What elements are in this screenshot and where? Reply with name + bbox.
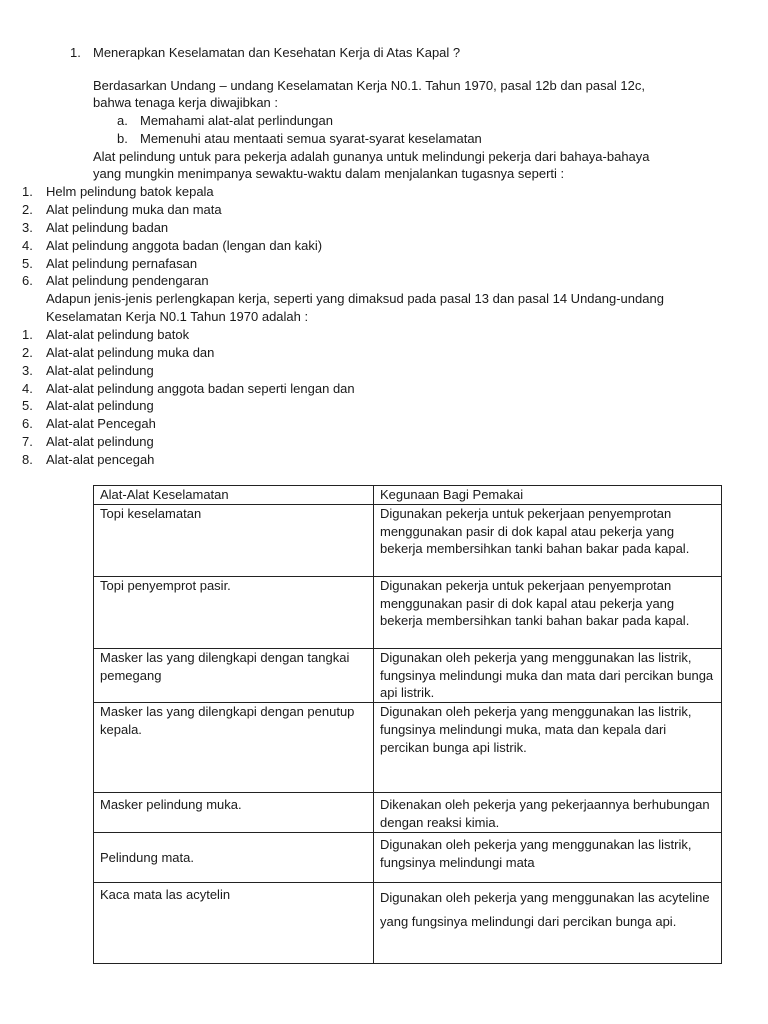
- usage-cell: Digunakan pekerja untuk pekerjaan penyemprotan menggunakan pasir di dok kapal atau pekerja yang bekerja membersihkan tanki bahan bakar pada kapal.: [374, 576, 722, 648]
- sub-item-marker: a.: [117, 113, 128, 128]
- list-item-number: 7.: [22, 434, 33, 449]
- usage-cell: Digunakan oleh pekerja yang menggunakan las acyteline yang fungsinya melindungi dari percikan bunga api.: [374, 883, 722, 964]
- table-row: [94, 833, 722, 883]
- table-row: [94, 576, 722, 648]
- list-item-number: 4.: [22, 381, 33, 396]
- equipment-cell: Masker pelindung muka.: [94, 793, 374, 833]
- list-item: Alat-alat pelindung batok: [46, 327, 190, 342]
- list-item-number: 4.: [22, 238, 33, 253]
- table-row: [94, 793, 722, 833]
- paragraph-line-1: Alat pelindung untuk para pekerja adalah gunanya untuk melindungi pekerja dari bahaya-bahaya: [93, 149, 650, 164]
- list-item: Alat-alat pelindung: [46, 434, 154, 449]
- paragraph-line-2: yang mungkin menimpanya sewaktu-waktu dalam menjalankan tugasnya seperti :: [93, 166, 565, 181]
- list-item-number: 1.: [22, 327, 33, 342]
- list-item: Alat pelindung badan: [46, 220, 169, 235]
- header-equipment: Alat-Alat Keselamatan: [94, 486, 374, 505]
- equipment-cell: Topi penyemprot pasir.: [94, 576, 374, 648]
- usage-cell: Dikenakan oleh pekerja yang pekerjaannya berhubungan dengan reaksi kimia.: [374, 793, 722, 833]
- table-row: [94, 703, 722, 793]
- sub-item-text: Memahami alat-alat perlindungan: [140, 113, 333, 128]
- list-item-number: 6.: [22, 273, 33, 288]
- usage-cell: Digunakan oleh pekerja yang menggunakan las listrik, fungsinya melindungi muka dan mata dari percikan bunga api listrik.: [374, 648, 722, 702]
- list-item: Alat pelindung muka dan mata: [46, 202, 222, 217]
- middle-line-1: Adapun jenis-jenis perlengkapan kerja, seperti yang dimaksud pada pasal 13 dan pasal 14 Undang-undang: [46, 291, 664, 306]
- table-row: [94, 504, 722, 576]
- list-item: Alat-alat pelindung: [46, 398, 154, 413]
- list-item-number: 3.: [22, 220, 33, 235]
- list-item-number: 2.: [22, 345, 33, 360]
- heading-title: Menerapkan Keselamatan dan Kesehatan Kerja di Atas Kapal ?: [93, 45, 461, 60]
- safety-equipment-table: [93, 485, 722, 964]
- intro-line-1: Berdasarkan Undang – undang Keselamatan Kerja N0.1. Tahun 1970, pasal 12b dan pasal 12c,: [93, 78, 645, 93]
- list-item: Alat-alat pelindung muka dan: [46, 345, 215, 360]
- equipment-cell: Masker las yang dilengkapi dengan tangkai pemegang: [94, 648, 374, 702]
- list-item: Alat-alat Pencegah: [46, 416, 156, 431]
- table-row: [94, 648, 722, 702]
- middle-line-2: Keselamatan Kerja N0.1 Tahun 1970 adalah :: [46, 309, 309, 324]
- list-item: Alat pelindung pernafasan: [46, 256, 198, 271]
- equipment-cell: Topi keselamatan: [94, 504, 374, 576]
- list-item-number: 6.: [22, 416, 33, 431]
- equipment-cell: Kaca mata las acytelin: [94, 883, 374, 964]
- list-item: Alat pelindung pendengaran: [46, 273, 209, 288]
- intro-line-2: bahwa tenaga kerja diwajibkan :: [93, 95, 279, 110]
- usage-cell: Digunakan pekerja untuk pekerjaan penyemprotan menggunakan pasir di dok kapal atau pekerja yang bekerja membersihkan tanki bahan bakar pada kapal.: [374, 504, 722, 576]
- list-item-number: 5.: [22, 398, 33, 413]
- list-item: Alat-alat pencegah: [46, 452, 155, 467]
- list-item-number: 8.: [22, 452, 33, 467]
- usage-cell: Digunakan oleh pekerja yang menggunakan las listrik, fungsinya melindungi mata: [374, 833, 722, 883]
- list-item: Alat pelindung anggota badan (lengan dan kaki): [46, 238, 323, 253]
- equipment-cell: Pelindung mata.: [94, 833, 374, 883]
- header-usage: Kegunaan Bagi Pemakai: [374, 486, 722, 505]
- list-item: Alat-alat pelindung: [46, 363, 154, 378]
- heading-number: 1.: [70, 45, 81, 60]
- usage-cell: Digunakan oleh pekerja yang menggunakan las listrik, fungsinya melindungi muka, mata dan kepala dari percikan bunga api listrik.: [374, 703, 722, 793]
- list-item: Helm pelindung batok kepala: [46, 184, 214, 199]
- sub-item-text: Memenuhi atau mentaati semua syarat-syarat keselamatan: [140, 131, 482, 146]
- list-item-number: 5.: [22, 256, 33, 271]
- table-header-row: [94, 486, 722, 505]
- list-item: Alat-alat pelindung anggota badan seperti lengan dan: [46, 381, 355, 396]
- sub-item-marker: b.: [117, 131, 128, 146]
- equipment-cell: Masker las yang dilengkapi dengan penutup kepala.: [94, 703, 374, 793]
- list-item-number: 3.: [22, 363, 33, 378]
- list-item-number: 2.: [22, 202, 33, 217]
- list-item-number: 1.: [22, 184, 33, 199]
- table-row: [94, 883, 722, 964]
